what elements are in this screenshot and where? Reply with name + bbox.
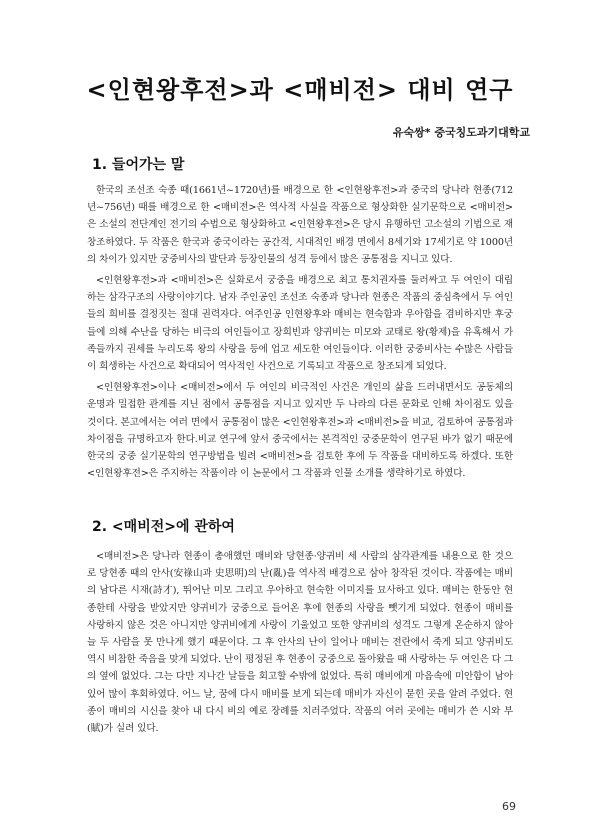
section-body-maebijeon <box>87 548 513 741</box>
paragraph: <인현왕후전>이나 <매비전>에서 두 여인의 비극적인 사건은 개인의 삶을 드러내면서도 공동체의 운명과 밀접한 관계를 지닌 점에서 공통점을 지니고 있지만 두 나라의 다른 문화로 인해 차이점도 있을 것이다. 본고에서는 여러 면에서 공통점이 많은 <인현왕후전>과 <매비전>을 비교, 검토하여 공통점과 차이점을 규명하고자 한다.비교 연구에 앞서 중국에서는 본격적인 궁중문학이 연구된 바가 없기 때문에 한국의 궁중 실기문학의 연구방법을 빌려 <매비전>을 검토한 후에 두 작품을 대비하도록 하겠다. 또한 <인현왕후전>은 주지하는 작품이라 이 논문에서 그 작품과 인물 소개를 생략하기로 하였다. <box>87 382 513 480</box>
paragraph: <매비전>은 당나라 현종이 총애했던 매비와 당현종·양귀비 세 사람의 삼각관계를 내용으로 한 것으로 당현종 때의 안사(安祿山과 史思明)의 난(亂)을 역사적 배경으로 삼아 창작된 것이다. 작품에는 매비의 남다른 시재(詩才), 뛰어난 미모 그리고 우아하고 현숙한 이미지를 묘사하고 있다. 매비는 한동안 현종한테 사랑을 받았지만 양귀비가 궁중으로 들어온 후에 현종의 사랑을 뺏기게 되었다. 현종이 매비를 사랑하지 않은 것은 아니지만 양귀비에게 사랑이 기울었고 또한 양귀비의 성격도 그렇게 온순하지 않아 늘 두 사람을 못 만나게 했기 때문이다. 그 후 안사의 난이 일어나 매비는 전란에서 죽게 되고 양귀비도 역시 비참한 죽음을 맞게 되었다. 난이 평정된 후 현종이 궁중으로 돌아왔을 때 사랑하는 두 여인은 다 그의 옆에 없었다. 그는 다만 지나간 날들을 회고할 수밖에 없었다. 특히 매비에게 마음속에 미안함이 남아 있어 많이 후회하였다. 어느 날, 꿈에 다시 매비를 보게 되는데 매비가 자신이 묻힌 곳을 알려 주었다. 현종이 매비의 시신을 찾아 내 다시 비의 예로 장례를 치러주었다. 작품의 여러 곳에는 매비가 쓴 시와 부(賦)가 실려 있다. <box>87 551 514 735</box>
section-heading-introduction: 1. 들어가는 말 <box>92 157 185 173</box>
paper-title: <인현왕후전>과 <매비전> 대비 연구 <box>86 76 514 104</box>
paragraph: <인현왕후전>과 <매비전>은 실화로서 궁중을 배경으로 최고 통치권자를 둘러싸고 두 여인이 대립하는 삼각구조의 사랑이야기다. 남자 주인공인 조선조 숙종과 당나라 현종은 작품의 중심축에서 두 여인들의 희비를 결정짓는 절대 권력자다. 여주인공 인현왕후와 매비는 현숙함과 우아함을 겸비하지만 후궁들에 의해 수난을 당하는 비극의 여인들이고 장희빈과 양귀비는 미모와 교태로 왕(황제)을 유혹해서 가족들까지 권세를 누리도록 왕의 사랑을 등에 업고 세도한 여인들이다. 이러한 궁중비사는 수많은 사람들이 희생하는 사건으로 확대되어 역사적인 사건으로 기록되고 작품으로 창조되게 되었다. <box>87 275 513 373</box>
author-affiliation: 유숙쌍* 중국칭도과기대학교 <box>392 126 530 139</box>
section-body-introduction <box>87 182 513 486</box>
paragraph: 한국의 조선조 숙종 때(1661년~1720년)를 배경으로 한 <인현왕후전>과 중국의 당나라 현종(712년~756년) 때를 배경으로 한 <매비전>은 역사적 사실을 작품으로 형상화한 실기문학으로 <매비전>은 소설의 전단계인 전기의 수법으로 형상화하고 <인현왕후전>은 당시 유행하던 고소설의 기법으로 재창조하였다. 두 작품은 한국과 중국이라는 공간적, 시대적인 배경 면에서 8세기와 17세기로 약 1000년의 차이가 있지만 궁중비사의 발단과 등장인물의 성격 등에서 많은 공통점을 지니고 있다. <box>87 185 513 265</box>
section-heading-maebijeon: 2. <매비전>에 관하여 <box>92 519 235 535</box>
page-number: 69 <box>502 800 516 813</box>
